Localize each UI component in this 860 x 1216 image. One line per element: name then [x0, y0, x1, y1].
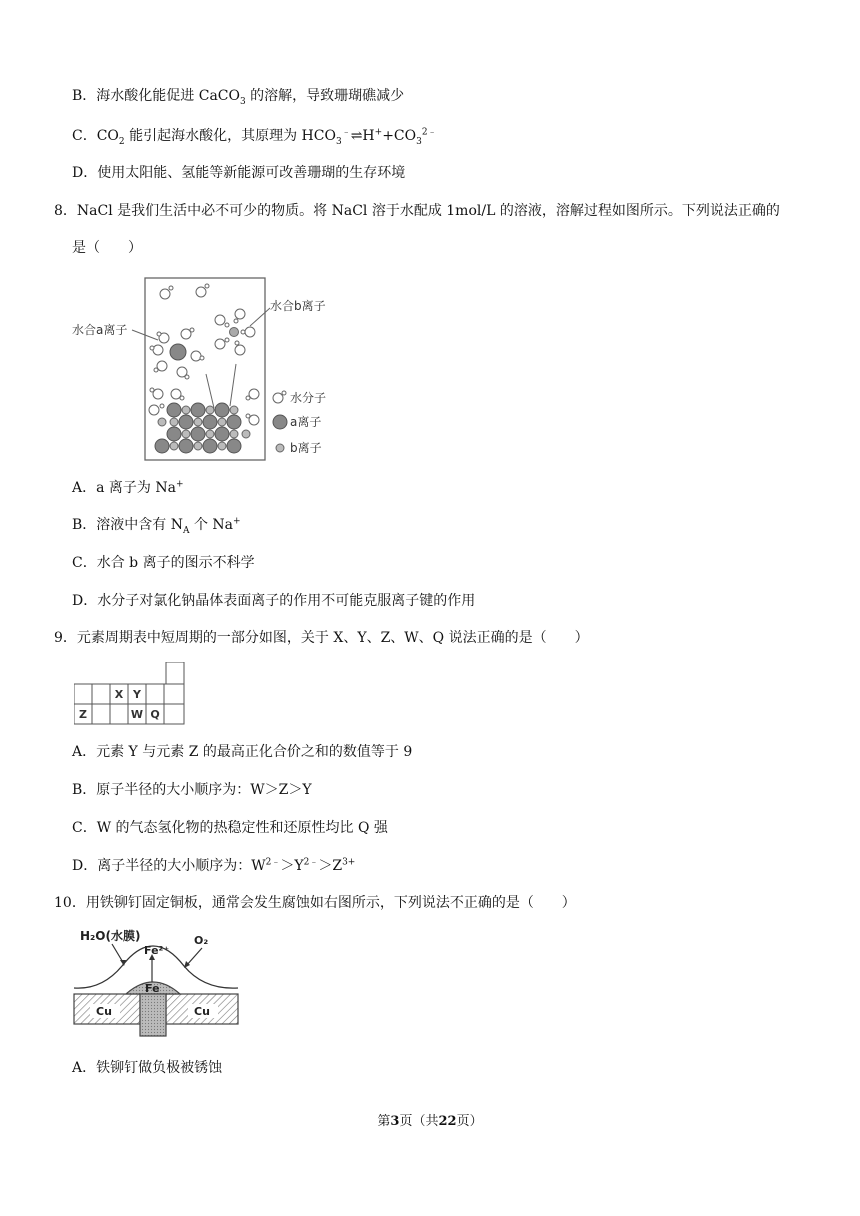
rivet-shank [140, 994, 166, 1036]
q9-option-c: C．W 的气态氢化物的热稳定性和还原性均比 Q 强 [72, 820, 388, 836]
q8-option-b: B．溶液中含有 $N_A$ 个 Na+ [72, 516, 241, 536]
page-footer: 第3页（共22页） [377, 1114, 483, 1129]
q9-stem: 9．元素周期表中短周期的一部分如图，关于 X、Y、Z、W、Q 说法正确的是（ ） [54, 630, 589, 646]
legend-a: a离子 [290, 415, 322, 429]
periodic-table-fragment [74, 662, 194, 726]
legend-b: b离子 [290, 441, 322, 455]
q8-option-a: A．a 离子为 Na+ [72, 479, 184, 496]
rivet-corrosion-figure [72, 926, 242, 1038]
q7-option-b: B．海水酸化能促进 CaCO$_3$ 的溶解，导致珊瑚礁减少 [72, 88, 405, 107]
q8-option-d: D．水分子对氯化钠晶体表面离子的作用不可能克服离子键的作用 [72, 593, 476, 609]
q7-option-d: D．使用太阳能、氢能等新能源可改善珊瑚的生存环境 [72, 165, 406, 181]
cell-w: W [130, 708, 144, 721]
nacl-dissolution-figure [70, 270, 350, 466]
cell-y: Y [133, 688, 141, 701]
label-cu-left: Cu [96, 1005, 112, 1018]
q8-stem: 8．NaCl 是我们生活中必不可少的物质。将 NaCl 溶于水配成 1mol/L 的溶液，溶解过程如图所示。下列说法正确的 [54, 203, 780, 219]
q8-stem-cont: 是（ ） [72, 240, 142, 256]
q10-option-a: A．铁铆钉做负极被锈蚀 [72, 1060, 223, 1076]
label-hydrated-b: 水合b离子 [270, 299, 326, 313]
q8-option-c: C．水合 b 离子的图示不科学 [72, 555, 255, 571]
q10-stem: 10．用铁铆钉固定铜板，通常会发生腐蚀如右图所示，下列说法不正确的是（ ） [54, 895, 576, 911]
label-cu-right: Cu [194, 1005, 210, 1018]
cell-x: X [114, 688, 124, 701]
label-water-film: H₂O(水膜) [80, 929, 141, 943]
cell-q: Q [150, 708, 160, 721]
label-hydrated-a: 水合a离子 [72, 323, 128, 337]
label-o2: O₂ [194, 934, 209, 947]
q9-option-a: A．元素 Y 与元素 Z 的最高正化合价之和的数值等于 9 [72, 744, 413, 760]
q9-option-b: B．原子半径的大小顺序为：W＞Z＞Y [72, 782, 312, 798]
cell-z: Z [79, 708, 87, 721]
q7-option-c: C．$CO_2$ 能引起海水酸化，其原理为 $HCO_3^﹣\rightleftharpoons H^++CO_3^{2﹣}$ [72, 127, 437, 147]
legend-water: 水分子 [290, 391, 327, 405]
q9-option-d: D．离子半径的大小顺序为：$W^{2﹣}>Y^{2﹣}>Z^{3+}$ [72, 857, 356, 874]
label-fe2: Fe²⁺ [144, 944, 170, 957]
label-fe: Fe [145, 982, 160, 995]
figure-legend [273, 390, 326, 455]
